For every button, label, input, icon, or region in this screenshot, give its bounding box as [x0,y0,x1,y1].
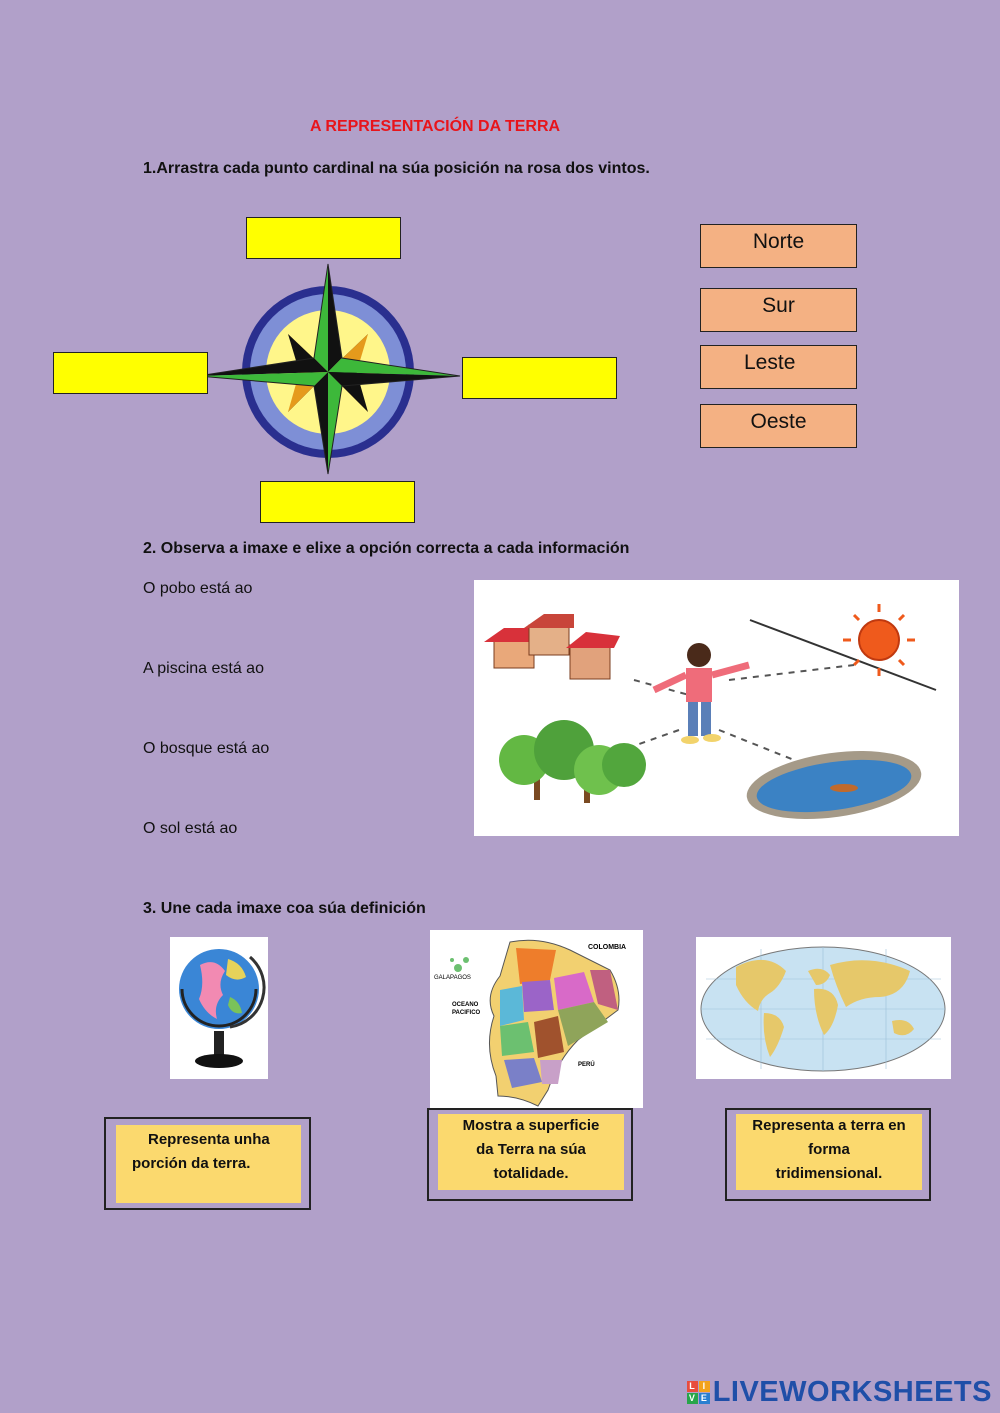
statement-pool: A piscina está ao [143,660,264,677]
orientation-scene-image [474,580,959,836]
map-label-colombia: COLOMBIA [588,944,627,951]
compass-rose-image [196,262,464,478]
drag-word-leste[interactable]: Leste [700,345,857,389]
definition-1-line-1: Representa unha [148,1131,270,1148]
drop-zone-west[interactable] [53,352,208,394]
liveworksheets-logo [687,1376,992,1409]
definition-1-line-2: porción da terra. [132,1155,251,1172]
map-label-peru: PERÚ [578,1062,595,1068]
definition-card-2[interactable] [427,1108,633,1201]
definition-2-line-3: totalidade. [493,1165,569,1182]
definition-card-3[interactable] [725,1108,931,1201]
drag-word-oeste[interactable]: Oeste [700,404,857,448]
definition-2-line-1: Mostra a superficie [462,1117,600,1134]
definition-2-line-2: da Terra na súa [476,1141,586,1158]
page-title: A REPRESENTACIÓN DA TERRA [310,118,561,135]
drop-zone-south[interactable] [260,481,415,523]
definition-3-line-2: forma [808,1141,850,1158]
world-map-image[interactable] [696,937,951,1079]
regional-map-image[interactable] [430,930,643,1108]
question-3: 3. Une cada imaxe coa súa definición [143,900,426,917]
logo-text: LIVEWORKSHEETS [712,1376,992,1408]
definition-3-line-3: tridimensional. [775,1165,883,1182]
map-label-ocean: OCEANO [452,1002,479,1008]
logo-grid-icon: L I V E [687,1381,710,1404]
map-label-galapagos: GALAPAGOS [434,975,471,981]
drop-zone-north[interactable] [246,217,401,259]
drag-word-norte[interactable]: Norte [700,224,857,268]
statement-sun: O sol está ao [143,820,238,837]
drop-zone-east[interactable] [462,357,617,399]
definition-card-1[interactable] [104,1117,311,1210]
statement-forest: O bosque está ao [143,740,270,757]
question-2: 2. Observa a imaxe e elixe a opción correcta a cada información [143,540,630,557]
map-label-ocean-2: PACIFICO [452,1010,481,1016]
drag-word-sur[interactable]: Sur [700,288,857,332]
globe-image[interactable] [170,937,268,1079]
statement-town: O pobo está ao [143,580,253,597]
definition-3-line-1: Representa a terra en [752,1117,906,1134]
question-1: 1.Arrastra cada punto cardinal na súa posición na rosa dos vintos. [143,160,650,177]
